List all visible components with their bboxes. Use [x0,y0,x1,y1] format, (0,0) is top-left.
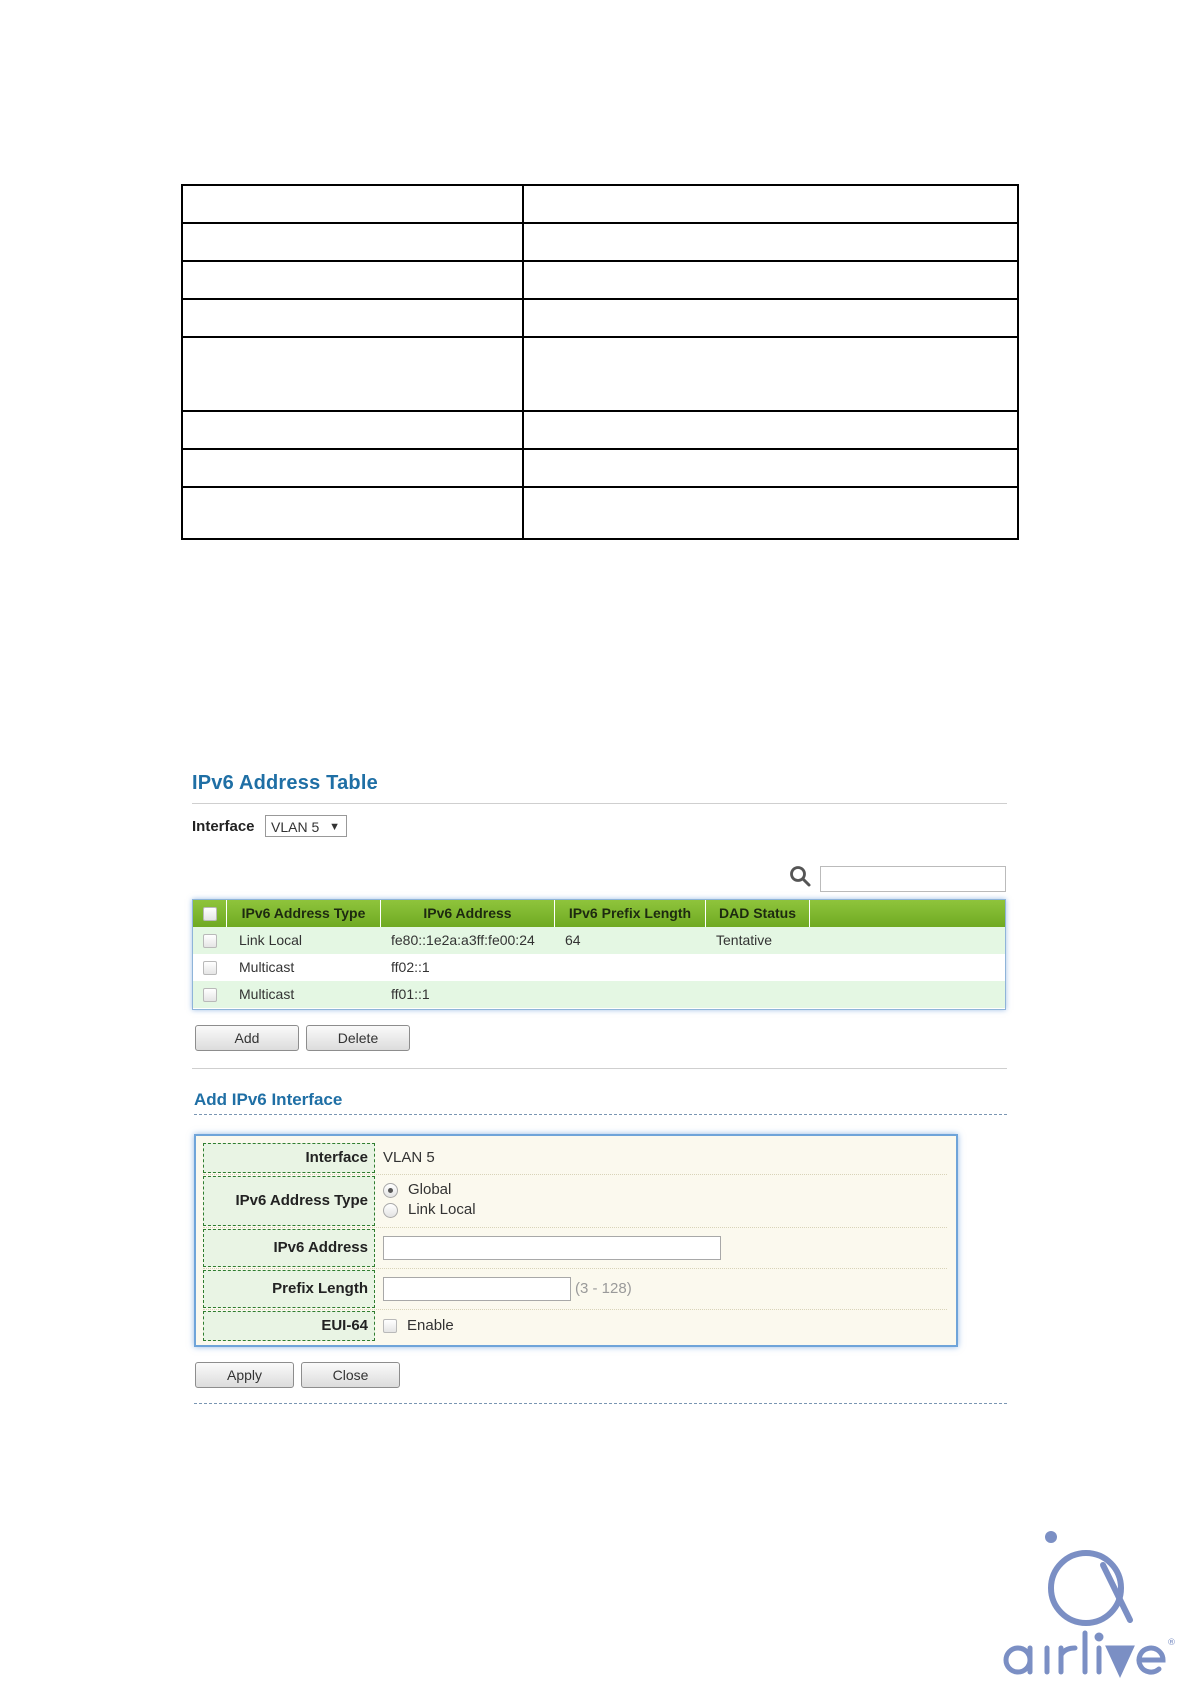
table-row[interactable] [193,981,1005,1008]
row-checkbox[interactable] [203,961,217,975]
ipv6-address-label: IPv6 Address [203,1229,375,1267]
add-ipv6-form [194,1134,958,1347]
interface-field-label: Interface [203,1143,375,1173]
radio-global[interactable] [383,1180,476,1200]
dropdown-arrow-icon: ▼ [329,821,340,833]
select-all-checkbox[interactable] [203,907,217,921]
delete-button[interactable]: Delete [306,1025,410,1051]
bottom-divider [194,1403,1007,1404]
title-divider [192,803,1007,804]
form-row-eui64 [203,1311,947,1341]
close-button[interactable]: Close [301,1362,400,1388]
radio-global-control[interactable] [383,1183,398,1198]
row-checkbox[interactable] [203,934,217,948]
ipv6-address-grid [192,899,1006,1010]
address-type-label: IPv6 Address Type [203,1176,375,1226]
table-row[interactable] [193,927,1005,954]
row-checkbox[interactable] [203,988,217,1002]
cell-prefix: 64 [565,932,581,948]
cell-type: Multicast [239,959,295,975]
page-title: IPv6 Address Table [192,772,378,794]
select-all-cell [193,900,227,927]
cell-address: ff02::1 [391,959,430,975]
grid-header [193,900,1005,927]
cell-prefix [555,981,706,1008]
radio-link-local-label: Link Local [408,1201,476,1218]
eui64-enable-label: Enable [407,1317,454,1334]
radio-global-label: Global [408,1181,452,1198]
interface-field-value: VLAN 5 [383,1149,435,1166]
column-header-type[interactable]: IPv6 Address Type [227,900,381,927]
prefix-length-input[interactable] [383,1277,571,1301]
eui64-label: EUI-64 [203,1311,375,1341]
column-header-prefix[interactable]: IPv6 Prefix Length [555,900,706,927]
cell-dad [706,954,810,981]
eui64-checkbox[interactable] [383,1319,397,1333]
form-row-address-type [203,1176,947,1226]
search-icon[interactable] [788,864,812,888]
column-header-address[interactable]: IPv6 Address [381,900,555,927]
interface-select-value: VLAN 5 [271,819,320,835]
section-divider [192,1068,1007,1069]
ipv6-address-input[interactable] [383,1236,721,1260]
column-header-dad[interactable]: DAD Status [706,900,810,927]
interface-label: Interface [192,818,255,835]
table-row[interactable] [193,954,1005,981]
cell-type: Multicast [239,986,295,1002]
cell-dad: Tentative [716,932,773,948]
add-form-divider [194,1114,1007,1115]
search-input[interactable] [820,866,1006,892]
apply-button[interactable]: Apply [195,1362,294,1388]
radio-link-local[interactable] [383,1200,476,1220]
add-button[interactable]: Add [195,1025,299,1051]
cell-dad [706,981,810,1008]
form-row-prefix-length [203,1270,947,1308]
cell-address: fe80::1e2a:a3ff:fe00:24 [391,932,535,948]
cell-prefix [555,954,706,981]
prefix-length-label: Prefix Length [203,1270,375,1308]
form-row-ipv6-address [203,1229,947,1267]
eui64-enable[interactable] [383,1311,454,1341]
cell-type: Link Local [239,932,303,948]
radio-link-local-control[interactable] [383,1203,398,1218]
prefix-length-hint: (3 - 128) [575,1280,632,1297]
airlive-logo [995,1525,1180,1680]
address-type-radio-group [383,1180,476,1220]
interface-select[interactable] [265,815,347,837]
add-form-title: Add IPv6 Interface [194,1090,343,1109]
cell-address: ff01::1 [391,986,430,1002]
blank-parameter-table [181,184,1019,540]
form-row-interface [203,1143,947,1173]
svg-text:®: ® [1167,1638,1176,1648]
